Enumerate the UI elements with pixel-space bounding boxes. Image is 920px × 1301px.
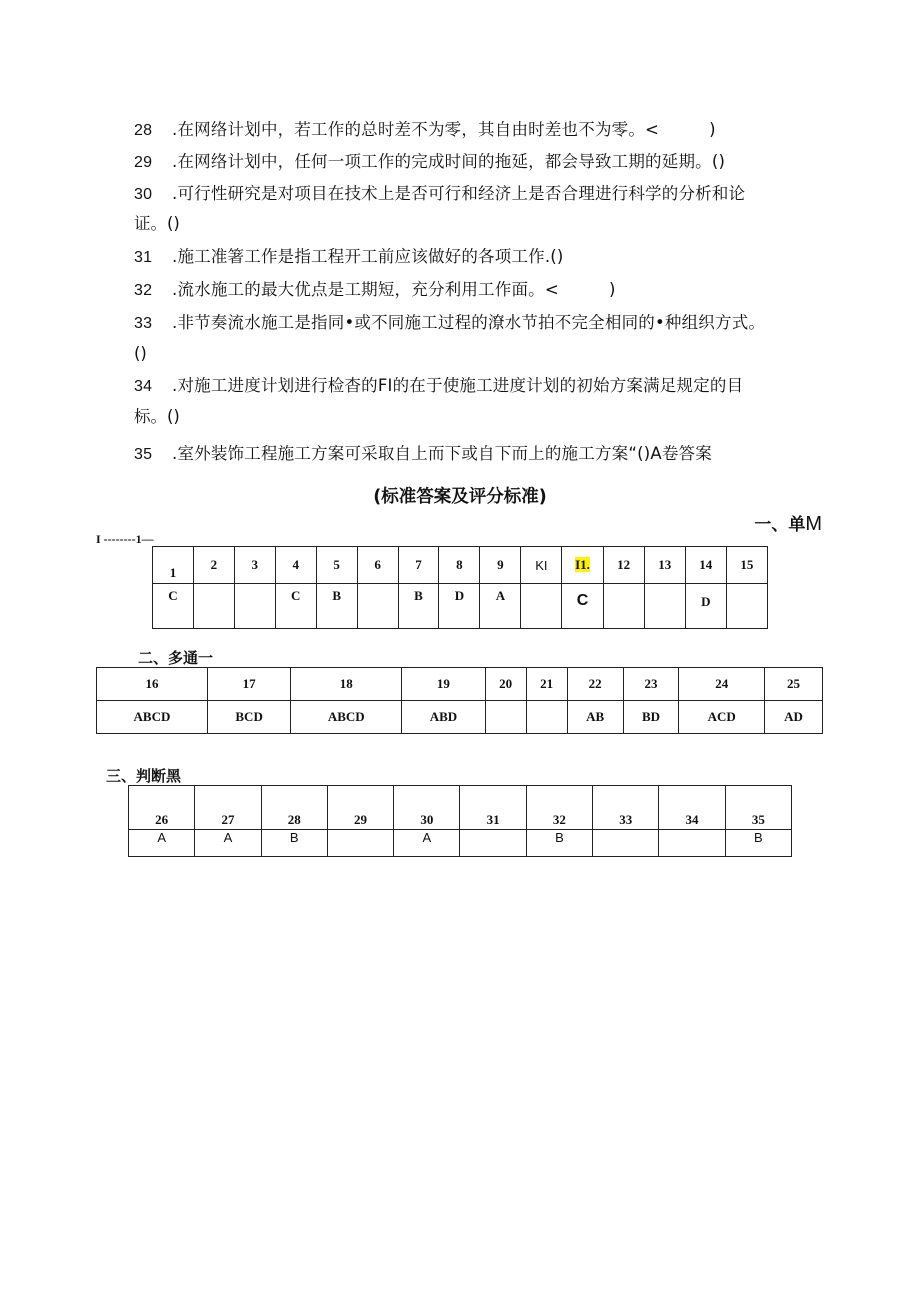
- section-suffix: M: [805, 513, 822, 535]
- answer-cell: B: [261, 830, 327, 857]
- header-cell: 19: [402, 668, 485, 701]
- answer-cell: B: [526, 830, 592, 857]
- answer-cell: [659, 830, 725, 857]
- question-text: .对施工进度计划进行检杳的FI的在于使施工进度计划的初始方案满足规定的目: [172, 376, 744, 395]
- header-cell: 26: [129, 786, 195, 830]
- answer-cell: [327, 830, 393, 857]
- header-cell: 34: [659, 786, 725, 830]
- question-number: 31: [134, 249, 153, 266]
- answer-cell: B: [725, 830, 791, 857]
- section-multiple-choice-title: 二、多通一: [138, 649, 214, 667]
- answer-cell: A: [480, 584, 521, 629]
- header-cell: 4: [275, 547, 316, 584]
- header-cell: 5: [316, 547, 357, 584]
- section-single-choice-title: [754, 510, 822, 536]
- answer-cell: [603, 584, 644, 629]
- header-cell: 35: [725, 786, 791, 830]
- answer-cell: B: [398, 584, 439, 629]
- question-number: 32: [134, 282, 153, 299]
- table-answer-row: [129, 830, 792, 857]
- answer-cell: ACD: [679, 701, 765, 734]
- question-28: [134, 119, 716, 142]
- header-cell: 21: [526, 668, 567, 701]
- question-text: .非节奏流水施工是指同•或不同施工过程的潦水节拍不完全相同的•种组织方式。: [172, 313, 766, 332]
- highlighted-text: I1.: [575, 557, 590, 572]
- table-header-row: [129, 786, 792, 830]
- table-header-row: [97, 668, 823, 701]
- answer-cell: A: [394, 830, 460, 857]
- question-30-continuation: 证。(): [134, 214, 180, 233]
- answer-cell: D: [439, 584, 480, 629]
- header-cell: 14: [685, 547, 726, 584]
- section-prefix: 一、单: [754, 515, 806, 535]
- header-cell: 31: [460, 786, 526, 830]
- header-cell-highlighted: [562, 547, 603, 584]
- answer-cell: [726, 584, 767, 629]
- question-number: 35: [134, 446, 153, 463]
- question-text: .流水施工的最大优点是工期短，充分利用工作面。< ): [172, 280, 616, 299]
- header-cell: 17: [207, 668, 290, 701]
- header-cell: 7: [398, 547, 439, 584]
- header-cell: 2: [193, 547, 234, 584]
- question-33-continuation: (): [134, 344, 147, 363]
- question-number: 29: [134, 154, 153, 171]
- header-cell: 9: [480, 547, 521, 584]
- header-cell: 13: [644, 547, 685, 584]
- header-cell: 16: [97, 668, 208, 701]
- table-answer-row: [97, 701, 823, 734]
- header-cell: 33: [593, 786, 659, 830]
- answer-cell: D: [685, 584, 726, 629]
- answer-cell: [526, 701, 567, 734]
- question-31: [134, 246, 564, 269]
- header-cell: 23: [623, 668, 679, 701]
- answer-cell: [593, 830, 659, 857]
- answer-cell: [357, 584, 398, 629]
- answer-cell: C: [275, 584, 316, 629]
- answer-cell: [460, 830, 526, 857]
- answer-cell: A: [129, 830, 195, 857]
- true-false-table: [128, 785, 792, 857]
- header-cell: 25: [764, 668, 822, 701]
- answer-cell: BD: [623, 701, 679, 734]
- section-true-false-title: 三、判断黑: [106, 767, 182, 785]
- question-34: [134, 375, 743, 398]
- header-cell: 28: [261, 786, 327, 830]
- header-cell: 22: [567, 668, 623, 701]
- header-cell: 12: [603, 547, 644, 584]
- question-number: 30: [134, 186, 153, 203]
- question-30: [134, 183, 745, 206]
- header-cell: 6: [357, 547, 398, 584]
- table-fragment-mark: I --------1—: [96, 532, 154, 546]
- question-number: 34: [134, 378, 153, 395]
- header-cell: 32: [526, 786, 592, 830]
- answer-cell: BCD: [207, 701, 290, 734]
- multiple-choice-table: [96, 667, 823, 734]
- question-32: [134, 279, 616, 302]
- question-text: .在网络计划中，若工作的总时差不为零，其自由时差也不为零。< ): [172, 120, 716, 139]
- header-cell: 24: [679, 668, 765, 701]
- answer-cell: ABCD: [291, 701, 402, 734]
- header-cell: 15: [726, 547, 767, 584]
- question-number: 33: [134, 315, 153, 332]
- answer-cell: A: [195, 830, 261, 857]
- header-cell: 3: [234, 547, 275, 584]
- header-cell: 1: [153, 547, 194, 584]
- answer-cell: AB: [567, 701, 623, 734]
- header-cell: 20: [485, 668, 526, 701]
- answer-cell: [193, 584, 234, 629]
- answer-heading: (标准答案及评分标准): [373, 487, 547, 507]
- table-answer-row: [153, 584, 768, 629]
- answer-cell: C: [153, 584, 194, 629]
- question-text: .室外装饰工程施工方案可采取自上而下或自下而上的施工方案“()A卷答案: [172, 444, 712, 463]
- answer-cell: B: [316, 584, 357, 629]
- answer-cell: ABCD: [97, 701, 208, 734]
- answer-cell: ABD: [402, 701, 485, 734]
- header-cell: 30: [394, 786, 460, 830]
- header-cell: 29: [327, 786, 393, 830]
- header-cell: 27: [195, 786, 261, 830]
- answer-cell: [644, 584, 685, 629]
- question-29: [134, 151, 725, 174]
- single-choice-table: [152, 546, 768, 629]
- answer-cell: [485, 701, 526, 734]
- header-cell: 18: [291, 668, 402, 701]
- question-35: [134, 443, 712, 466]
- question-text: .施工准箸工作是指工程开工前应该做好的各项工作.(): [172, 247, 564, 266]
- answer-cell: [521, 584, 562, 629]
- answer-cell: [234, 584, 275, 629]
- question-34-continuation: 标。(): [134, 407, 180, 426]
- header-cell: 8: [439, 547, 480, 584]
- question-number: 28: [134, 122, 153, 139]
- question-33: [134, 312, 765, 335]
- question-text: .在网络计划中，任何一项工作的完成时间的拖延，都会导致工期的延期。(): [172, 152, 726, 171]
- answer-cell: C: [562, 584, 603, 629]
- header-cell: KI: [521, 547, 562, 584]
- table-header-row: [153, 547, 768, 584]
- question-text: .可行性研究是对项目在技术上是否可行和经济上是否合理进行科学的分析和论: [172, 184, 746, 203]
- answer-cell: AD: [764, 701, 822, 734]
